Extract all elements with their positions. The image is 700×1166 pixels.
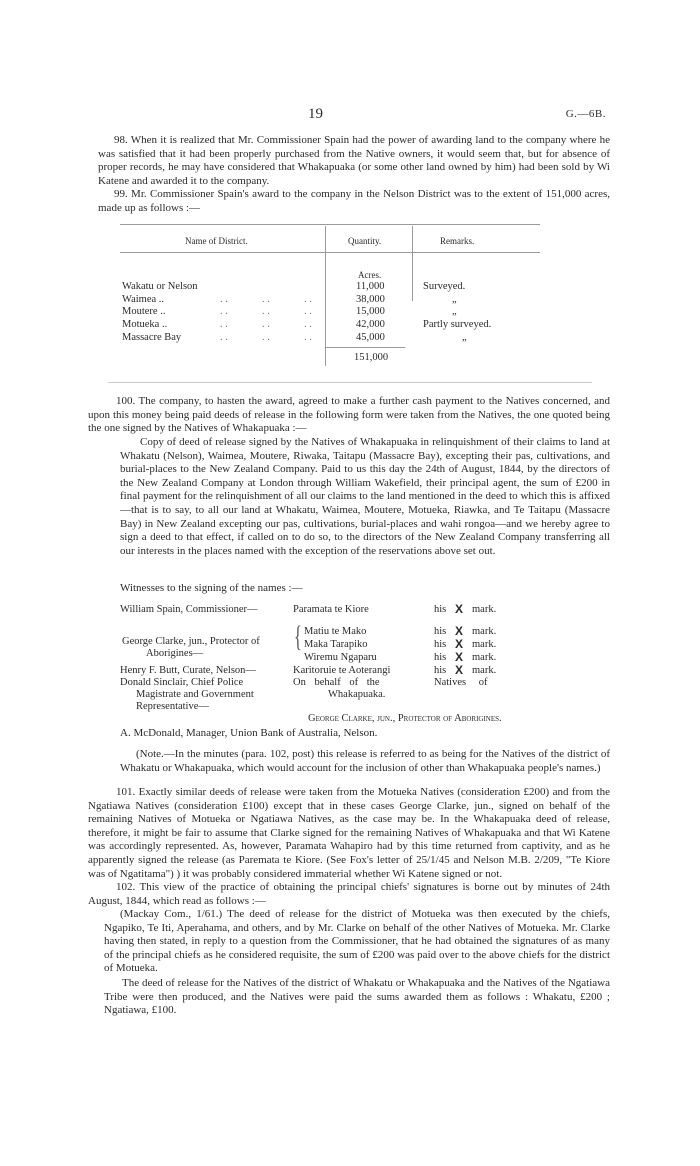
natives-of-label: Natives of (434, 677, 488, 688)
row-2-remarks: „ (452, 294, 457, 305)
final-paragraph: The deed of release for the Natives of the district of Whakatu or Whakapuaka and the Natives of the Ngatiawa Tribe were then produced, and the Natives were paid the sums awarded them as follows : Whakatu, £200 ; Ngatiawa, £100. (104, 977, 610, 1017)
header-rule (120, 252, 540, 253)
header-quantity: Quantity. (348, 236, 382, 246)
paragraph-100: 100. The company, to hasten the award, agreed to make a further cash payment to the Natives concerned, and upon this money being paid deeds of release in the following form were taken from the Natives, the one quoted being the one signed by the Natives of Whakapuaka :— (88, 395, 610, 435)
mark-3-x: X (455, 637, 464, 651)
mark-4-his: his (434, 652, 447, 663)
mark-2-his: his (434, 626, 447, 637)
paragraph-101: 101. Exactly similar deeds of release were taken from the Motueka Natives (consideration £200) and from the Ngatiawa Natives (consideration £100) except that in these cases George Clarke, jun., signed on behalf of the remaining Natives of Motueka or Ngatiawa Natives, as the case may be. In the Whakapuaka deed of release, therefore, it might be fair to assume that Clarke signed for the remaining Natives of Whakapuaka and that Wi Katene was accordingly represented. As, however, Paramata Wahapiro had by this time returned from captivity, and as he apparently signed the release (as Paremata te Kiore. (See Fox's letter of 25/1/45 and Nelson M.B. 2/209, "Te Kiore was of Ngatitama") ) it was probably considered immaterial whether Wi Katene signed or not. (88, 786, 610, 880)
row-1-district: Wakatu or Nelson (122, 281, 198, 292)
table-divider-2 (412, 226, 413, 301)
note-paragraph: (Note.—In the minutes (para. 102, post) this release is referred to as being for the Natives of the district of Whakatu or Whakapuaka, which would account for the inclusion of other than Whakapuaka people's names.) (120, 748, 610, 774)
row-2-quantity: 38,000 (356, 294, 385, 305)
total-rule (325, 347, 405, 348)
row-3-remarks: „ (452, 306, 457, 317)
mark-2-mark: mark. (472, 626, 497, 637)
row-2-district: Waimea .. (122, 294, 165, 305)
signer-karitoruie: Karitoruie te Aoterangi (293, 665, 391, 676)
section-rule (108, 382, 592, 383)
mcdonald-witness: A. McDonald, Manager, Union Bank of Australia, Nelson. (120, 727, 378, 739)
table-top-rule (120, 224, 540, 225)
row-3-quantity: 15,000 (356, 306, 385, 317)
george-clarke-signature: George Clarke, jun., Protector of Aborigines. (308, 713, 502, 724)
table-divider-1 (325, 226, 326, 366)
mark-5-mark: mark. (472, 665, 497, 676)
witness-sinclair-line-1: Donald Sinclair, Chief Police (120, 677, 244, 688)
witness-sinclair-line-3: Representative— (136, 701, 209, 712)
signer-wiremu: Wiremu Ngaparu (304, 652, 377, 663)
on-behalf-line-2: Whakapuaka. (328, 689, 386, 700)
row-4-leader-3: . . (304, 319, 312, 330)
paragraph-99: 99. Mr. Commissioner Spain's award to the company in the Nelson District was to the extent of 151,000 acres, made up as follows :— (98, 188, 610, 214)
row-4-remarks: Partly surveyed. (423, 319, 492, 330)
row-4-district: Motueka .. (122, 319, 168, 330)
row-3-leader-3: . . (304, 306, 312, 317)
witness-butt: Henry F. Butt, Curate, Nelson— (120, 665, 256, 676)
row-5-leader-2: . . (262, 332, 270, 343)
mark-1-his: his (434, 604, 447, 615)
table-total: 151,000 (354, 352, 389, 363)
row-1-quantity: 11,000 (356, 281, 385, 292)
row-1-remarks: Surveyed. (423, 281, 466, 292)
mackay-minutes: (Mackay Com., 1/61.) The deed of release for the district of Motueka was then executed by the chiefs, Ngapiko, Te Iti, Aperahama, and others, and by Mr. Clarke on behalf of the other Natives of Motueka. Mr. Clarke having then stated, in reply to a question from the Commissioner, that he had obtained the signatures of as many of the principal chiefs as he considered requisite, the sum of £200 was paid over to the above chiefs for the district of Motueka. (104, 908, 610, 975)
mark-5-his: his (434, 665, 447, 676)
signer-paramata: Paramata te Kiore (293, 604, 369, 615)
document-reference: G.—6B. (565, 108, 606, 120)
witness-sinclair-line-2: Magistrate and Government (136, 689, 254, 700)
row-3-district: Moutere .. (122, 306, 166, 317)
mark-4-mark: mark. (472, 652, 497, 663)
row-5-remarks: „ (462, 332, 467, 343)
row-4-quantity: 42,000 (356, 319, 385, 330)
on-behalf-line-1: On behalf of the (293, 677, 380, 688)
row-5-quantity: 45,000 (356, 332, 385, 343)
row-4-leader: . . (220, 319, 228, 330)
paragraph-102: 102. This view of the practice of obtaining the principal chiefs' signatures is borne out by minutes of 24th August, 1844, which read as follows :— (88, 881, 610, 907)
row-5-leader: . . (220, 332, 228, 343)
witness-clarke-line-1: George Clarke, jun., Protector of (122, 636, 260, 647)
mark-5-x: X (455, 663, 464, 677)
signer-matiu: Matiu te Mako (304, 626, 367, 637)
unit-label: Acres. (358, 270, 382, 280)
mark-3-mark: mark. (472, 639, 497, 650)
row-2-leader: . . (220, 294, 228, 305)
page-number: 19 (308, 106, 323, 122)
row-2-leader-3: . . (304, 294, 312, 305)
mark-4-x: X (455, 650, 464, 664)
row-2-leader-2: . . (262, 294, 270, 305)
row-4-leader-2: . . (262, 319, 270, 330)
signers-brace: { (294, 620, 302, 653)
witness-spain: William Spain, Commissioner— (120, 604, 258, 615)
row-5-district: Massacre Bay (122, 332, 182, 343)
signer-maka: Maka Tarapiko (304, 639, 368, 650)
mark-1-x: X (455, 602, 464, 616)
witnesses-intro: Witnesses to the signing of the names :— (120, 582, 303, 594)
mark-3-his: his (434, 639, 447, 650)
row-3-leader-2: . . (262, 306, 270, 317)
deed-text: Copy of deed of release signed by the Natives of Whakapuaka in relinquishment of their claims to land at Whakatu (Nelson), Waimea, Moutere, Riwaka, Taitapu (Massacre Bay), excepting their pas, cultivations, and burial-places to the New Zealand Company. Paid to us this day the 24th of August, 1844, by the directors of the New Zealand Company at London through William Wakefield, their principal agent, the sum of £200 in final payment for the relinquishment of all our claims to the land mentioned in the deed to which this is affixed—that is to say, to all our land at Whakatu, Waimea, Moutere, Motueka, Riawka, and Te Taitapu (Massacre Bay) in New Zealand excepting our pas, cultivations, burial-places and wahi rongoa—and we hereby agree to sign a deed to that effect, if called on to do so, to the directors of the New Zealand Company transferring all our interests in the places named with the exception of the reservations above set out. (120, 436, 610, 557)
paragraph-98: 98. When it is realized that Mr. Commissioner Spain had the power of awarding land to the company where he was satisfied that it had been properly purchased from the Native owners, it would seem that, but for absence of proper records, he may have considered that Whakapuaka (or some other land owned by him) had been sold by Wi Katene and awarded it to the company. (98, 134, 610, 187)
header-district: Name of District. (185, 236, 248, 246)
witness-clarke-line-2: Aborigines— (146, 648, 204, 659)
row-3-leader: . . (220, 306, 228, 317)
row-5-leader-3: . . (304, 332, 312, 343)
mark-1-mark: mark. (472, 604, 497, 615)
header-remarks: Remarks. (440, 236, 475, 246)
mark-2-x: X (455, 624, 464, 638)
